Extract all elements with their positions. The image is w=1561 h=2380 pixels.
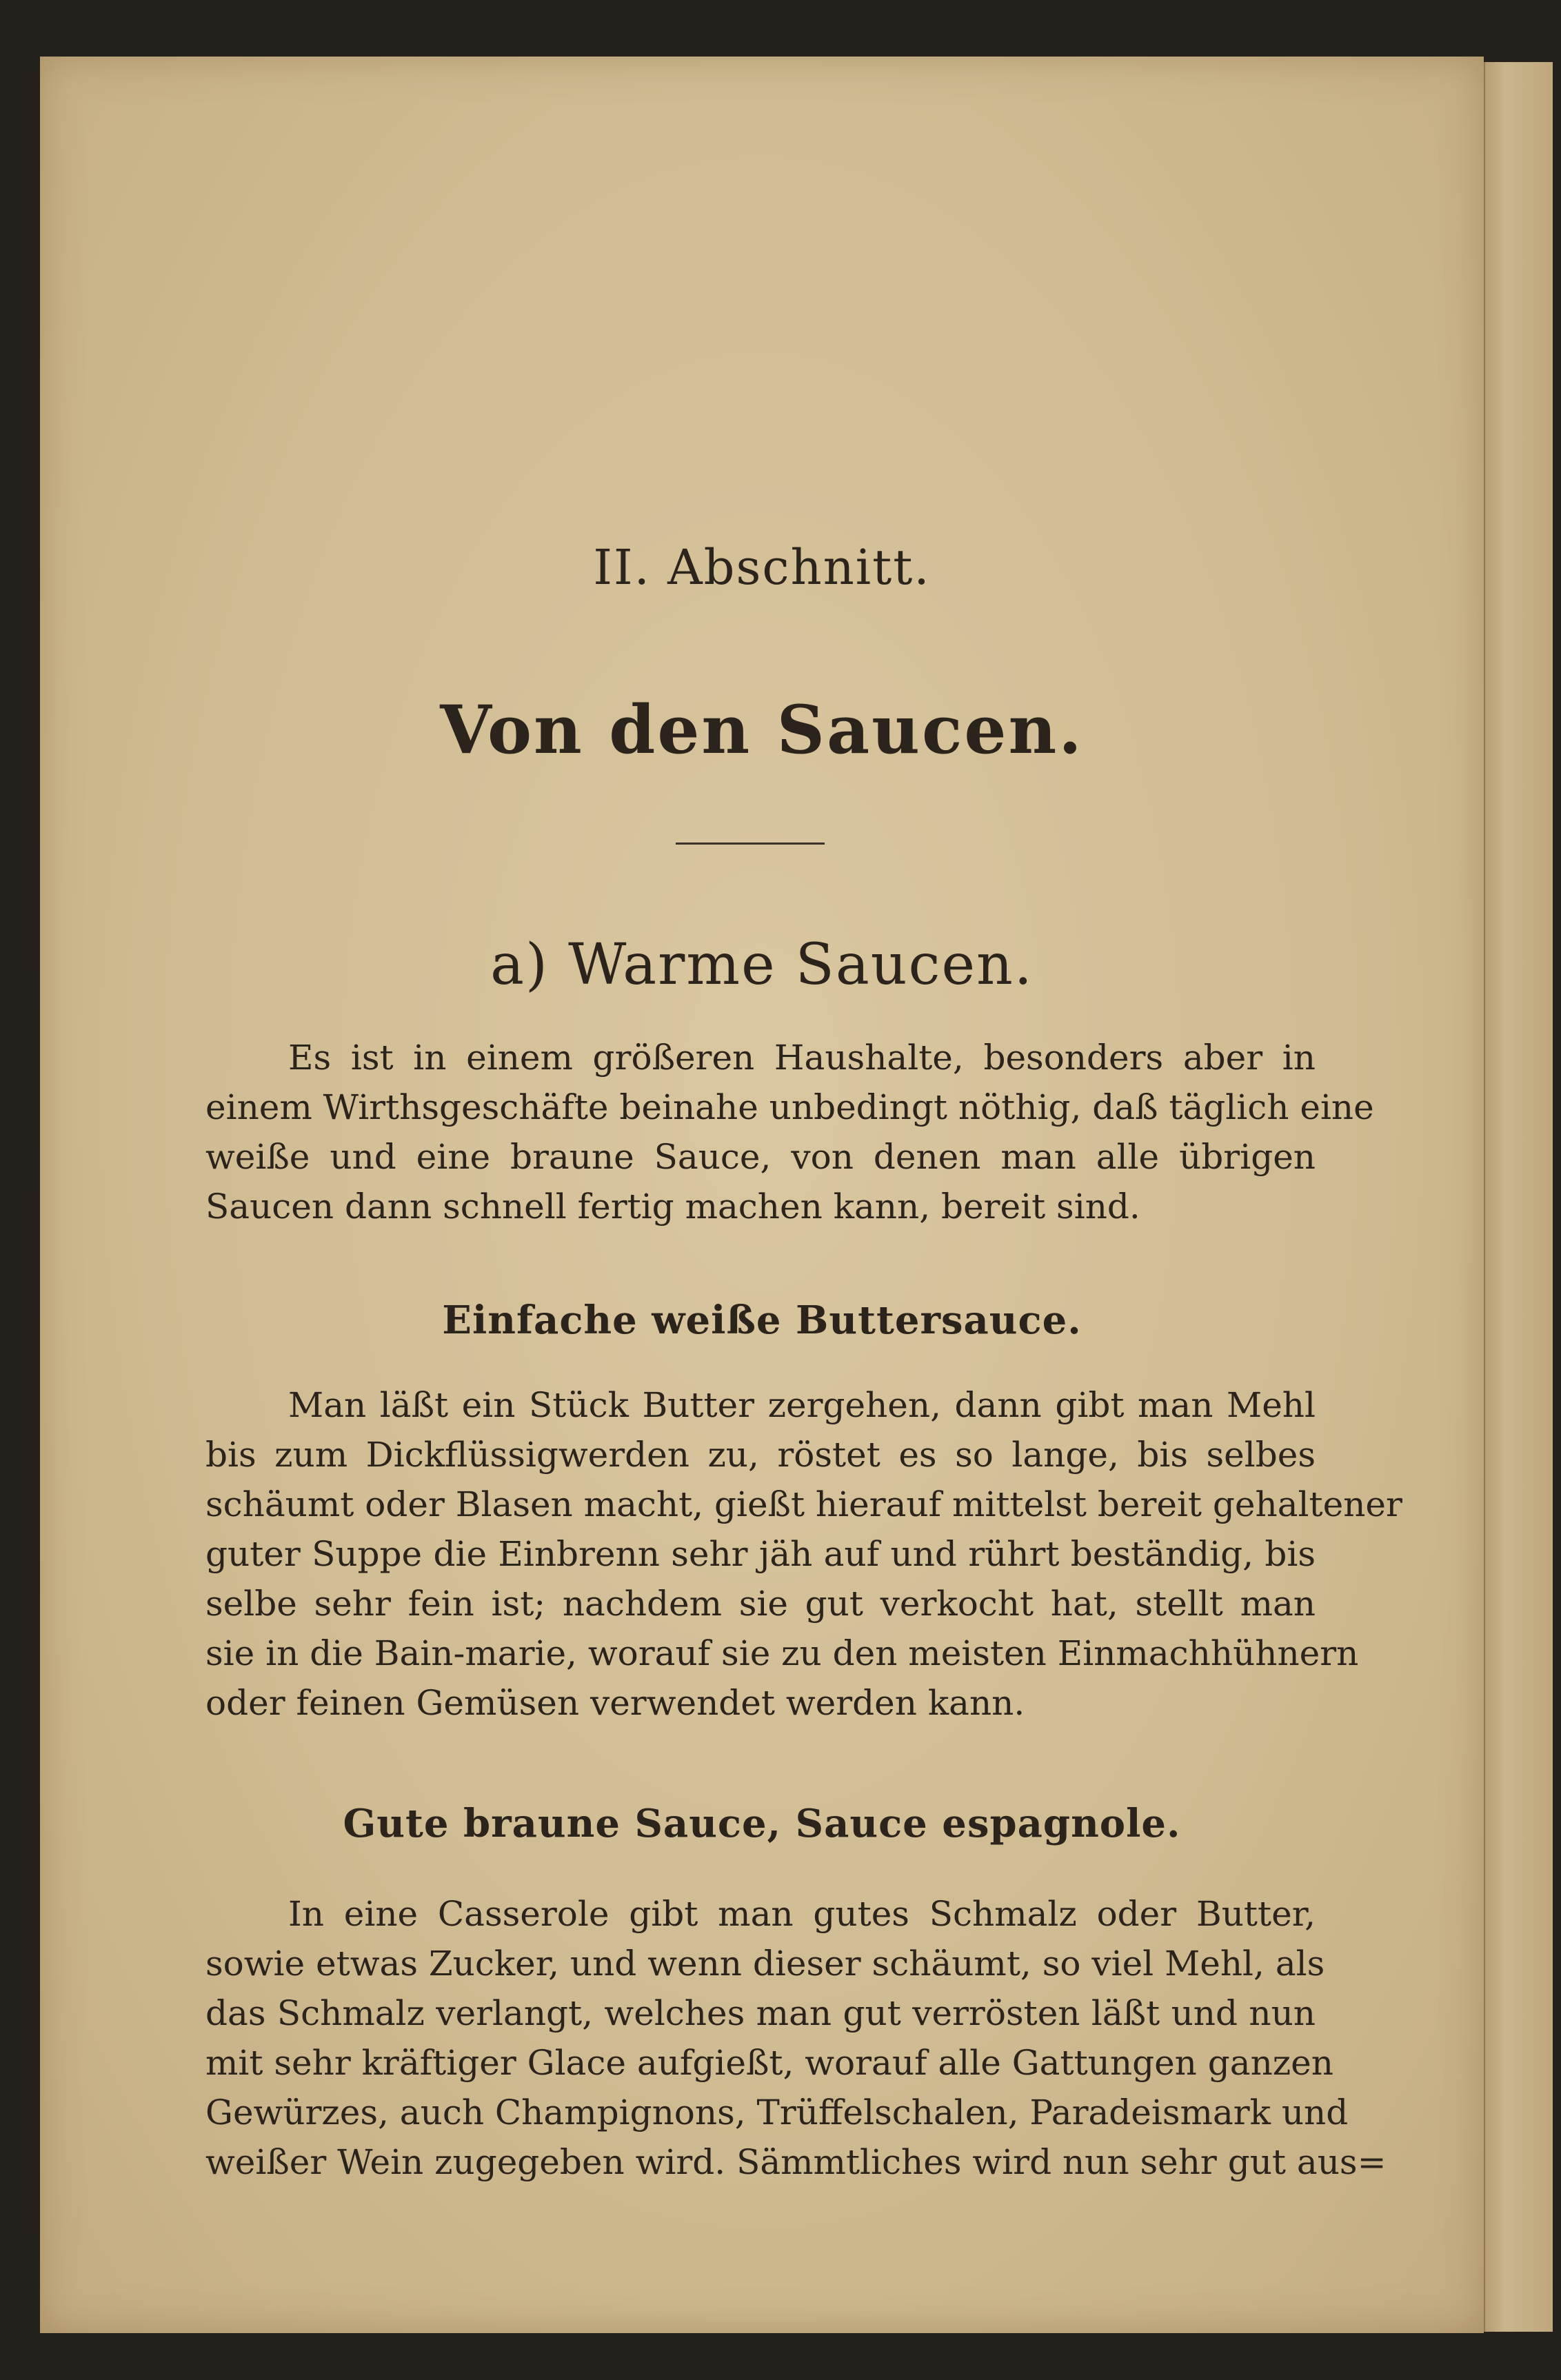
- text-line: schäumt oder Blasen macht, gießt hierauf mittelst bereit gehaltener: [205, 1484, 1402, 1524]
- recipe-paragraph: [205, 1889, 1387, 2187]
- text-line: weißer Wein zugegeben wird. Sämmtliches wird nun sehr gut aus=: [205, 2142, 1387, 2182]
- text-line: Gewürzes, auch Champignons, Trüffelschalen, Paradeismark und: [205, 2092, 1349, 2132]
- text-line: oder feinen Gemüsen verwendet werden kann.: [205, 1683, 1025, 1723]
- text-line: bis zum Dickflüssigwerden zu, röstet es so lange, bis selbes: [205, 1435, 1316, 1475]
- text-line: einem Wirthsgeschäfte beinahe unbedingt nöthig, daß täglich eine: [205, 1087, 1374, 1127]
- title-divider: [676, 843, 825, 845]
- text-line: das Schmalz verlangt, welches man gut verrösten läßt und nun: [205, 1993, 1316, 2033]
- chapter-title: Von den Saucen.: [440, 691, 1084, 769]
- text-line: Man läßt ein Stück Butter zergehen, dann gibt man Mehl: [288, 1385, 1316, 1425]
- text-line: Es ist in einem größeren Haushalte, besonders aber in: [288, 1038, 1316, 1078]
- text-line: selbe sehr fein ist; nachdem sie gut verkocht hat, stellt man: [205, 1584, 1316, 1624]
- text-line: sowie etwas Zucker, und wenn dieser schäumt, so viel Mehl, als: [205, 1944, 1325, 1984]
- text-line: mit sehr kräftiger Glace aufgießt, worauf alle Gattungen ganzen: [205, 2043, 1333, 2083]
- text-line: sie in die Bain-marie, worauf sie zu den meisten Einmachhühnern: [205, 1633, 1359, 1673]
- text-line: Saucen dann schnell fertig machen kann, bereit sind.: [205, 1187, 1140, 1227]
- text-line: In eine Casserole gibt man gutes Schmalz oder Butter,: [288, 1894, 1316, 1934]
- text-line: weiße und eine braune Sauce, von denen man alle übrigen: [205, 1137, 1316, 1177]
- recipe-paragraph: [205, 1380, 1402, 1728]
- intro-paragraph: [205, 1033, 1374, 1231]
- next-page-edge: [1484, 62, 1553, 2332]
- section-label: II. Abschnitt.: [593, 539, 931, 596]
- recipe-title: Gute braune Sauce, Sauce espagnole.: [343, 1801, 1181, 1846]
- book-page: [40, 57, 1484, 2333]
- recipe-title: Einfache weiße Buttersauce.: [442, 1298, 1082, 1343]
- subsection-title: a) Warme Saucen.: [490, 932, 1034, 998]
- text-line: guter Suppe die Einbrenn sehr jäh auf und rührt beständig, bis: [205, 1534, 1316, 1574]
